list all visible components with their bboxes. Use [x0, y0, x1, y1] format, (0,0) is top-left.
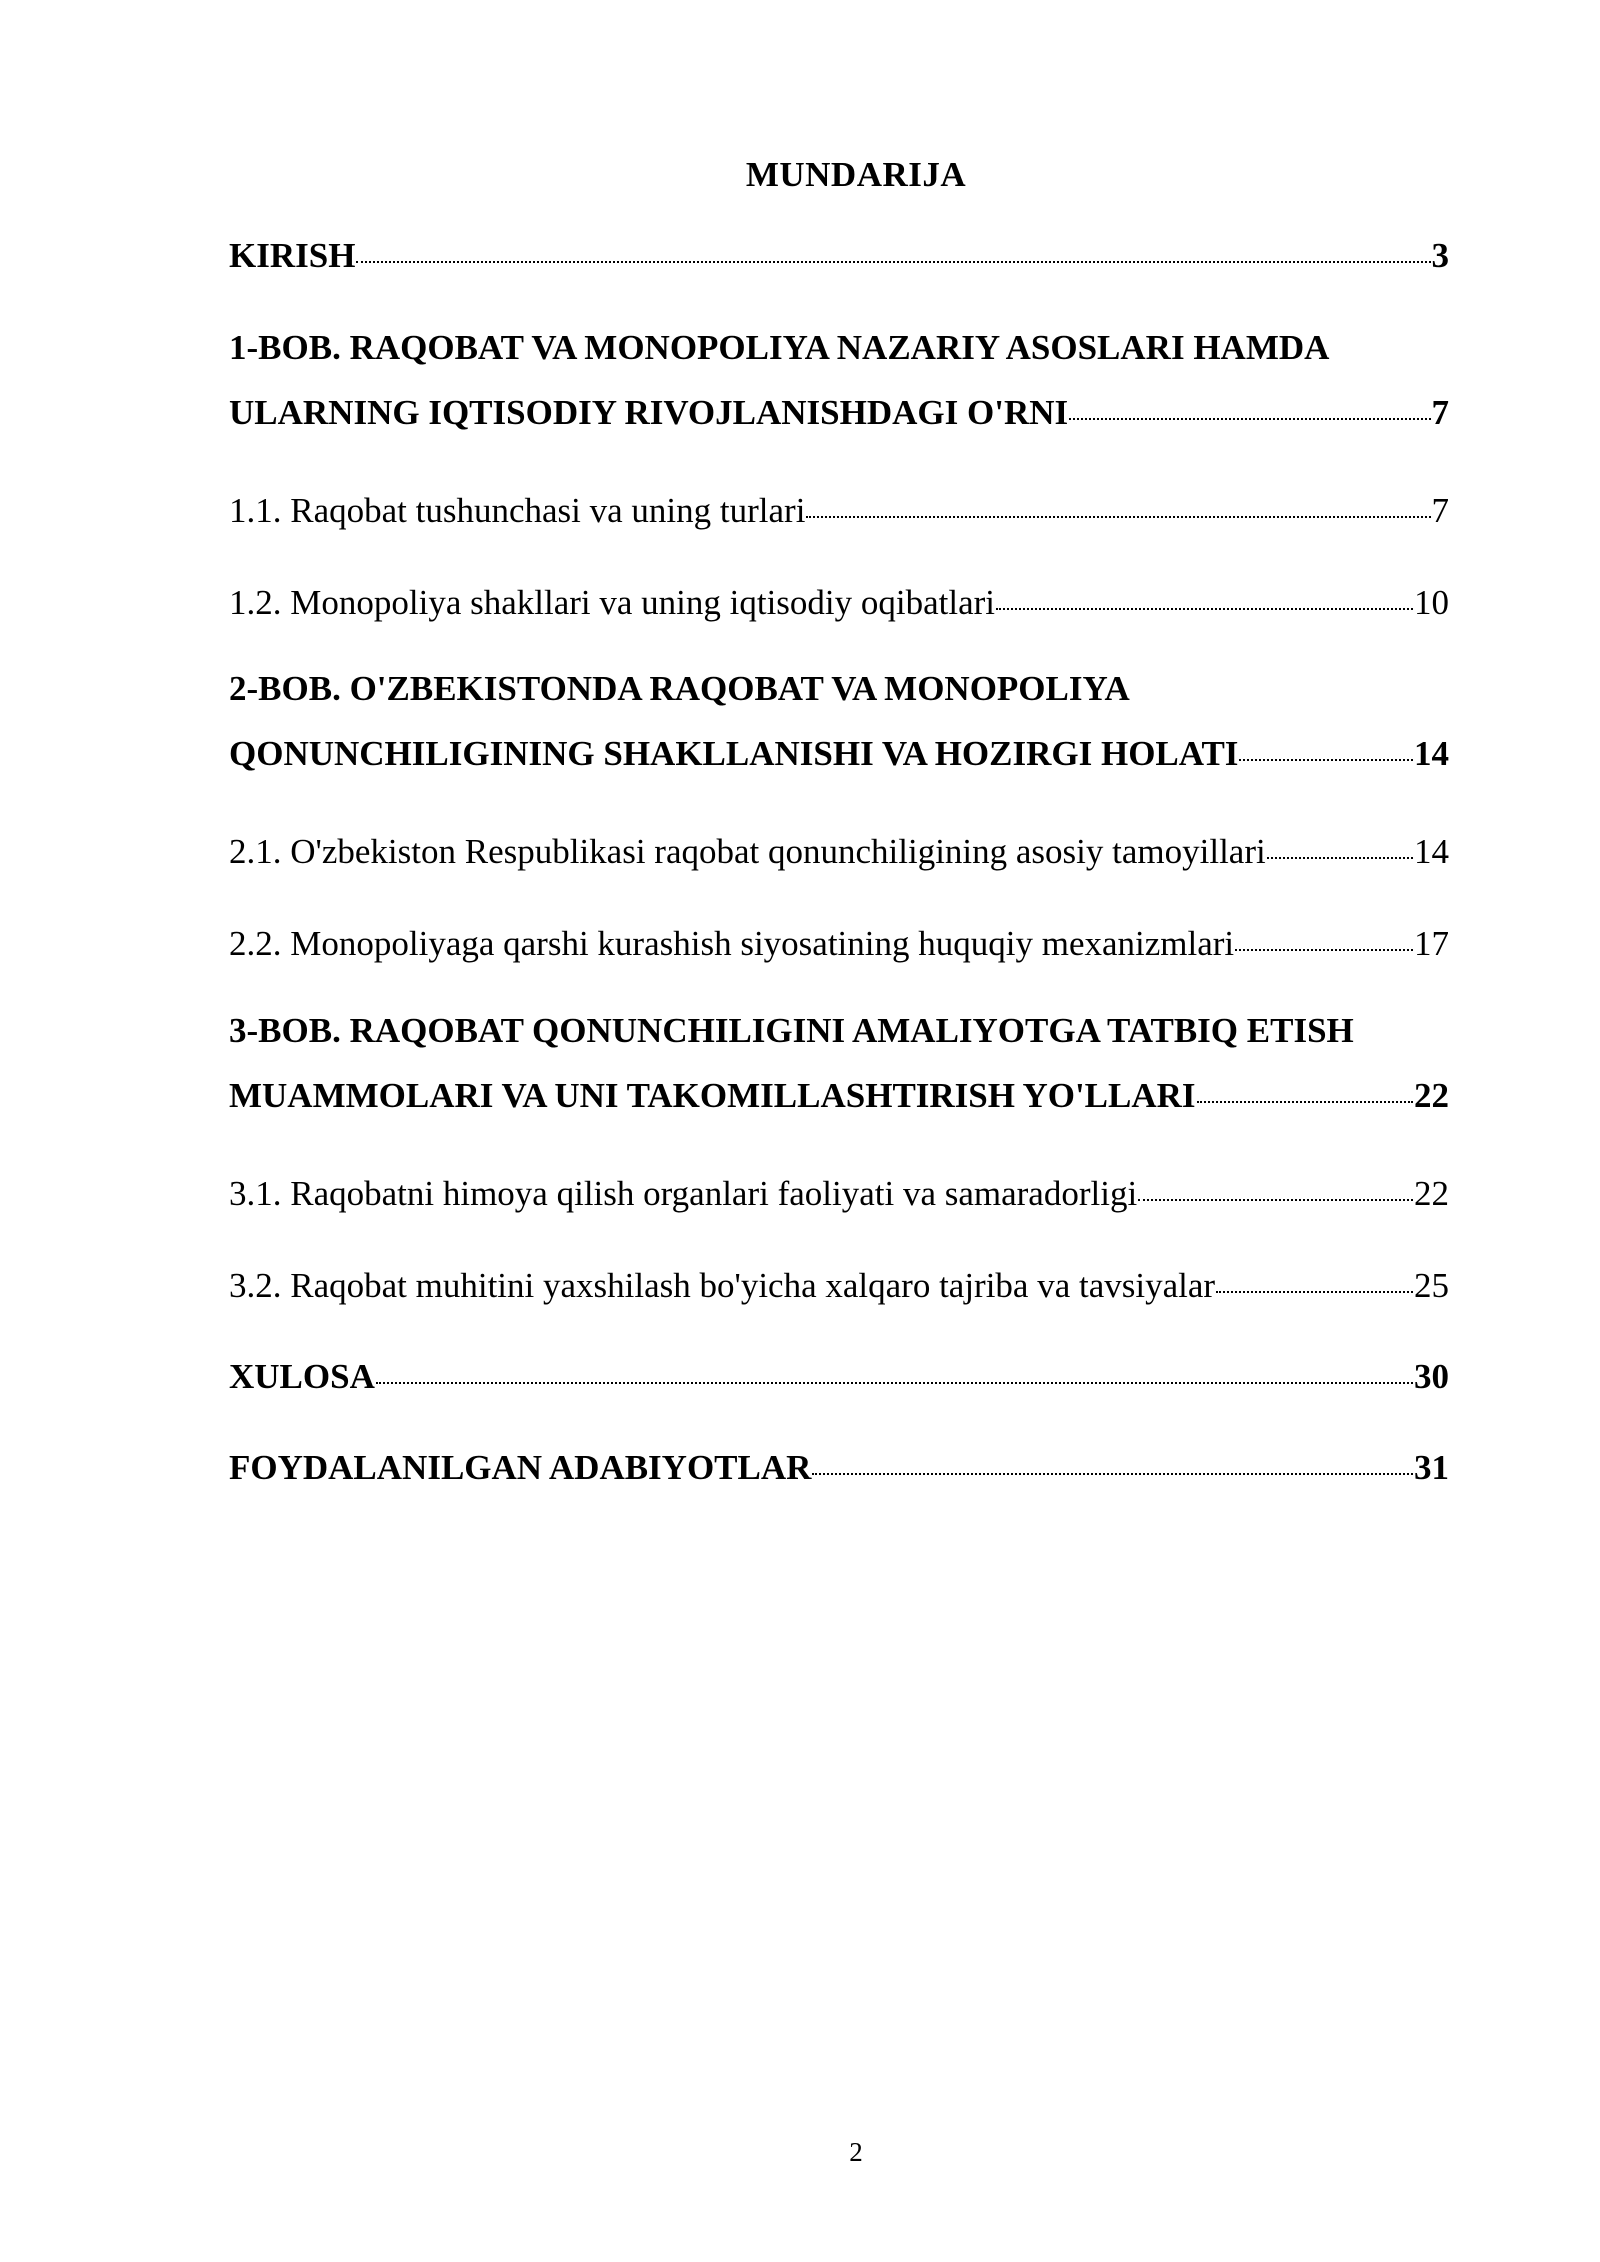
- toc-page-number: 14: [1414, 832, 1449, 871]
- toc-entry-last-line: [229, 570, 1449, 635]
- toc-page-number: 25: [1414, 1266, 1449, 1305]
- toc-entry-label: 3.2. Raqobat muhitini yaxshilash bo'yicha xalqaro tajriba va tavsiyalar: [229, 1266, 1216, 1305]
- toc-entry-last-line: [229, 1161, 1449, 1226]
- toc-entry: [229, 1344, 1449, 1409]
- dot-leader: [1197, 1099, 1413, 1103]
- toc-page-number: 7: [1431, 491, 1449, 530]
- toc-entry-last-line: [229, 478, 1449, 543]
- toc-entry-label: FOYDALANILGAN ADABIYOTLAR: [229, 1448, 812, 1487]
- toc-entry-last-line: [229, 380, 1449, 445]
- toc-entry: [229, 315, 1449, 445]
- toc-entry-line: 2-BOB. O'ZBEKISTONDA RAQOBAT VA MONOPOLIYA: [229, 669, 1130, 708]
- toc-page-number: 30: [1414, 1357, 1449, 1396]
- toc-page-number: 3: [1431, 236, 1449, 275]
- toc-entry-last-line: [229, 1344, 1449, 1409]
- toc-entry: [229, 1253, 1449, 1318]
- toc-page-number: 7: [1431, 393, 1449, 432]
- dot-leader: [1235, 947, 1413, 951]
- toc-entry-last-line: [229, 911, 1449, 976]
- dot-leader: [1069, 416, 1430, 420]
- dot-leader: [1239, 757, 1413, 761]
- toc-entry-last-line: [229, 819, 1449, 884]
- toc-page-number: 22: [1414, 1174, 1449, 1213]
- toc-entry-line: 1-BOB. RAQOBAT VA MONOPOLIYA NAZARIY ASOSLARI HAMDA: [229, 328, 1330, 367]
- toc-page-number: 31: [1414, 1448, 1449, 1487]
- dot-leader: [1216, 1289, 1413, 1293]
- toc-entry-line: 3-BOB. RAQOBAT QONUNCHILIGINI AMALIYOTGA TATBIQ ETISH: [229, 1011, 1354, 1050]
- toc-entry-label: QONUNCHILIGINING SHAKLLANISHI VA HOZIRGI HOLATI: [229, 734, 1239, 773]
- toc-title: MUNDARIJA: [745, 155, 967, 194]
- dot-leader: [996, 606, 1413, 610]
- toc-entry-label: 2.1. O'zbekiston Respublikasi raqobat qonunchiligining asosiy tamoyillari: [229, 832, 1266, 871]
- page-number: 2: [849, 2137, 863, 2167]
- toc-entry-label: XULOSA: [229, 1357, 375, 1396]
- toc-entry: [229, 819, 1449, 884]
- toc-entry-label: 1.2. Monopoliya shakllari va uning iqtisodiy oqibatlari: [229, 583, 996, 622]
- dot-leader: [806, 514, 1430, 518]
- toc-entry-last-line: [229, 721, 1449, 786]
- toc-entry-label: 1.1. Raqobat tushunchasi va uning turlari: [229, 491, 806, 530]
- toc-entry-label: MUAMMOLARI VA UNI TAKOMILLASHTIRISH YO'LLARI: [229, 1076, 1196, 1115]
- toc-entry: [229, 998, 1449, 1128]
- dot-leader: [812, 1471, 1413, 1475]
- toc-entry-last-line: [229, 1435, 1449, 1500]
- toc-entry-label: ULARNING IQTISODIY RIVOJLANISHDAGI O'RNI: [229, 393, 1069, 432]
- toc-entry-last-line: [229, 223, 1449, 288]
- toc-entry-label: KIRISH: [229, 236, 356, 275]
- toc-entry: [229, 1435, 1449, 1500]
- toc-page-number: 17: [1414, 924, 1449, 963]
- toc-entry: [229, 1161, 1449, 1226]
- toc-entry: [229, 478, 1449, 543]
- dot-leader: [1138, 1197, 1413, 1201]
- toc-entry: [229, 656, 1449, 786]
- toc-entry-last-line: [229, 1253, 1449, 1318]
- dot-leader: [376, 1380, 1413, 1384]
- toc-entry-last-line: [229, 1063, 1449, 1128]
- toc-entry-label: 3.1. Raqobatni himoya qilish organlari faoliyati va samaradorligi: [229, 1174, 1138, 1213]
- toc-entry: [229, 570, 1449, 635]
- dot-leader: [1267, 855, 1413, 859]
- toc-entry-label: 2.2. Monopoliyaga qarshi kurashish siyosatining huquqiy mexanizmlari: [229, 924, 1235, 963]
- toc-page-number: 10: [1414, 583, 1449, 622]
- toc-page-number: 22: [1414, 1076, 1449, 1115]
- dot-leader: [356, 259, 1430, 263]
- toc-entry: [229, 223, 1449, 288]
- toc-entry: [229, 911, 1449, 976]
- toc-page-number: 14: [1414, 734, 1449, 773]
